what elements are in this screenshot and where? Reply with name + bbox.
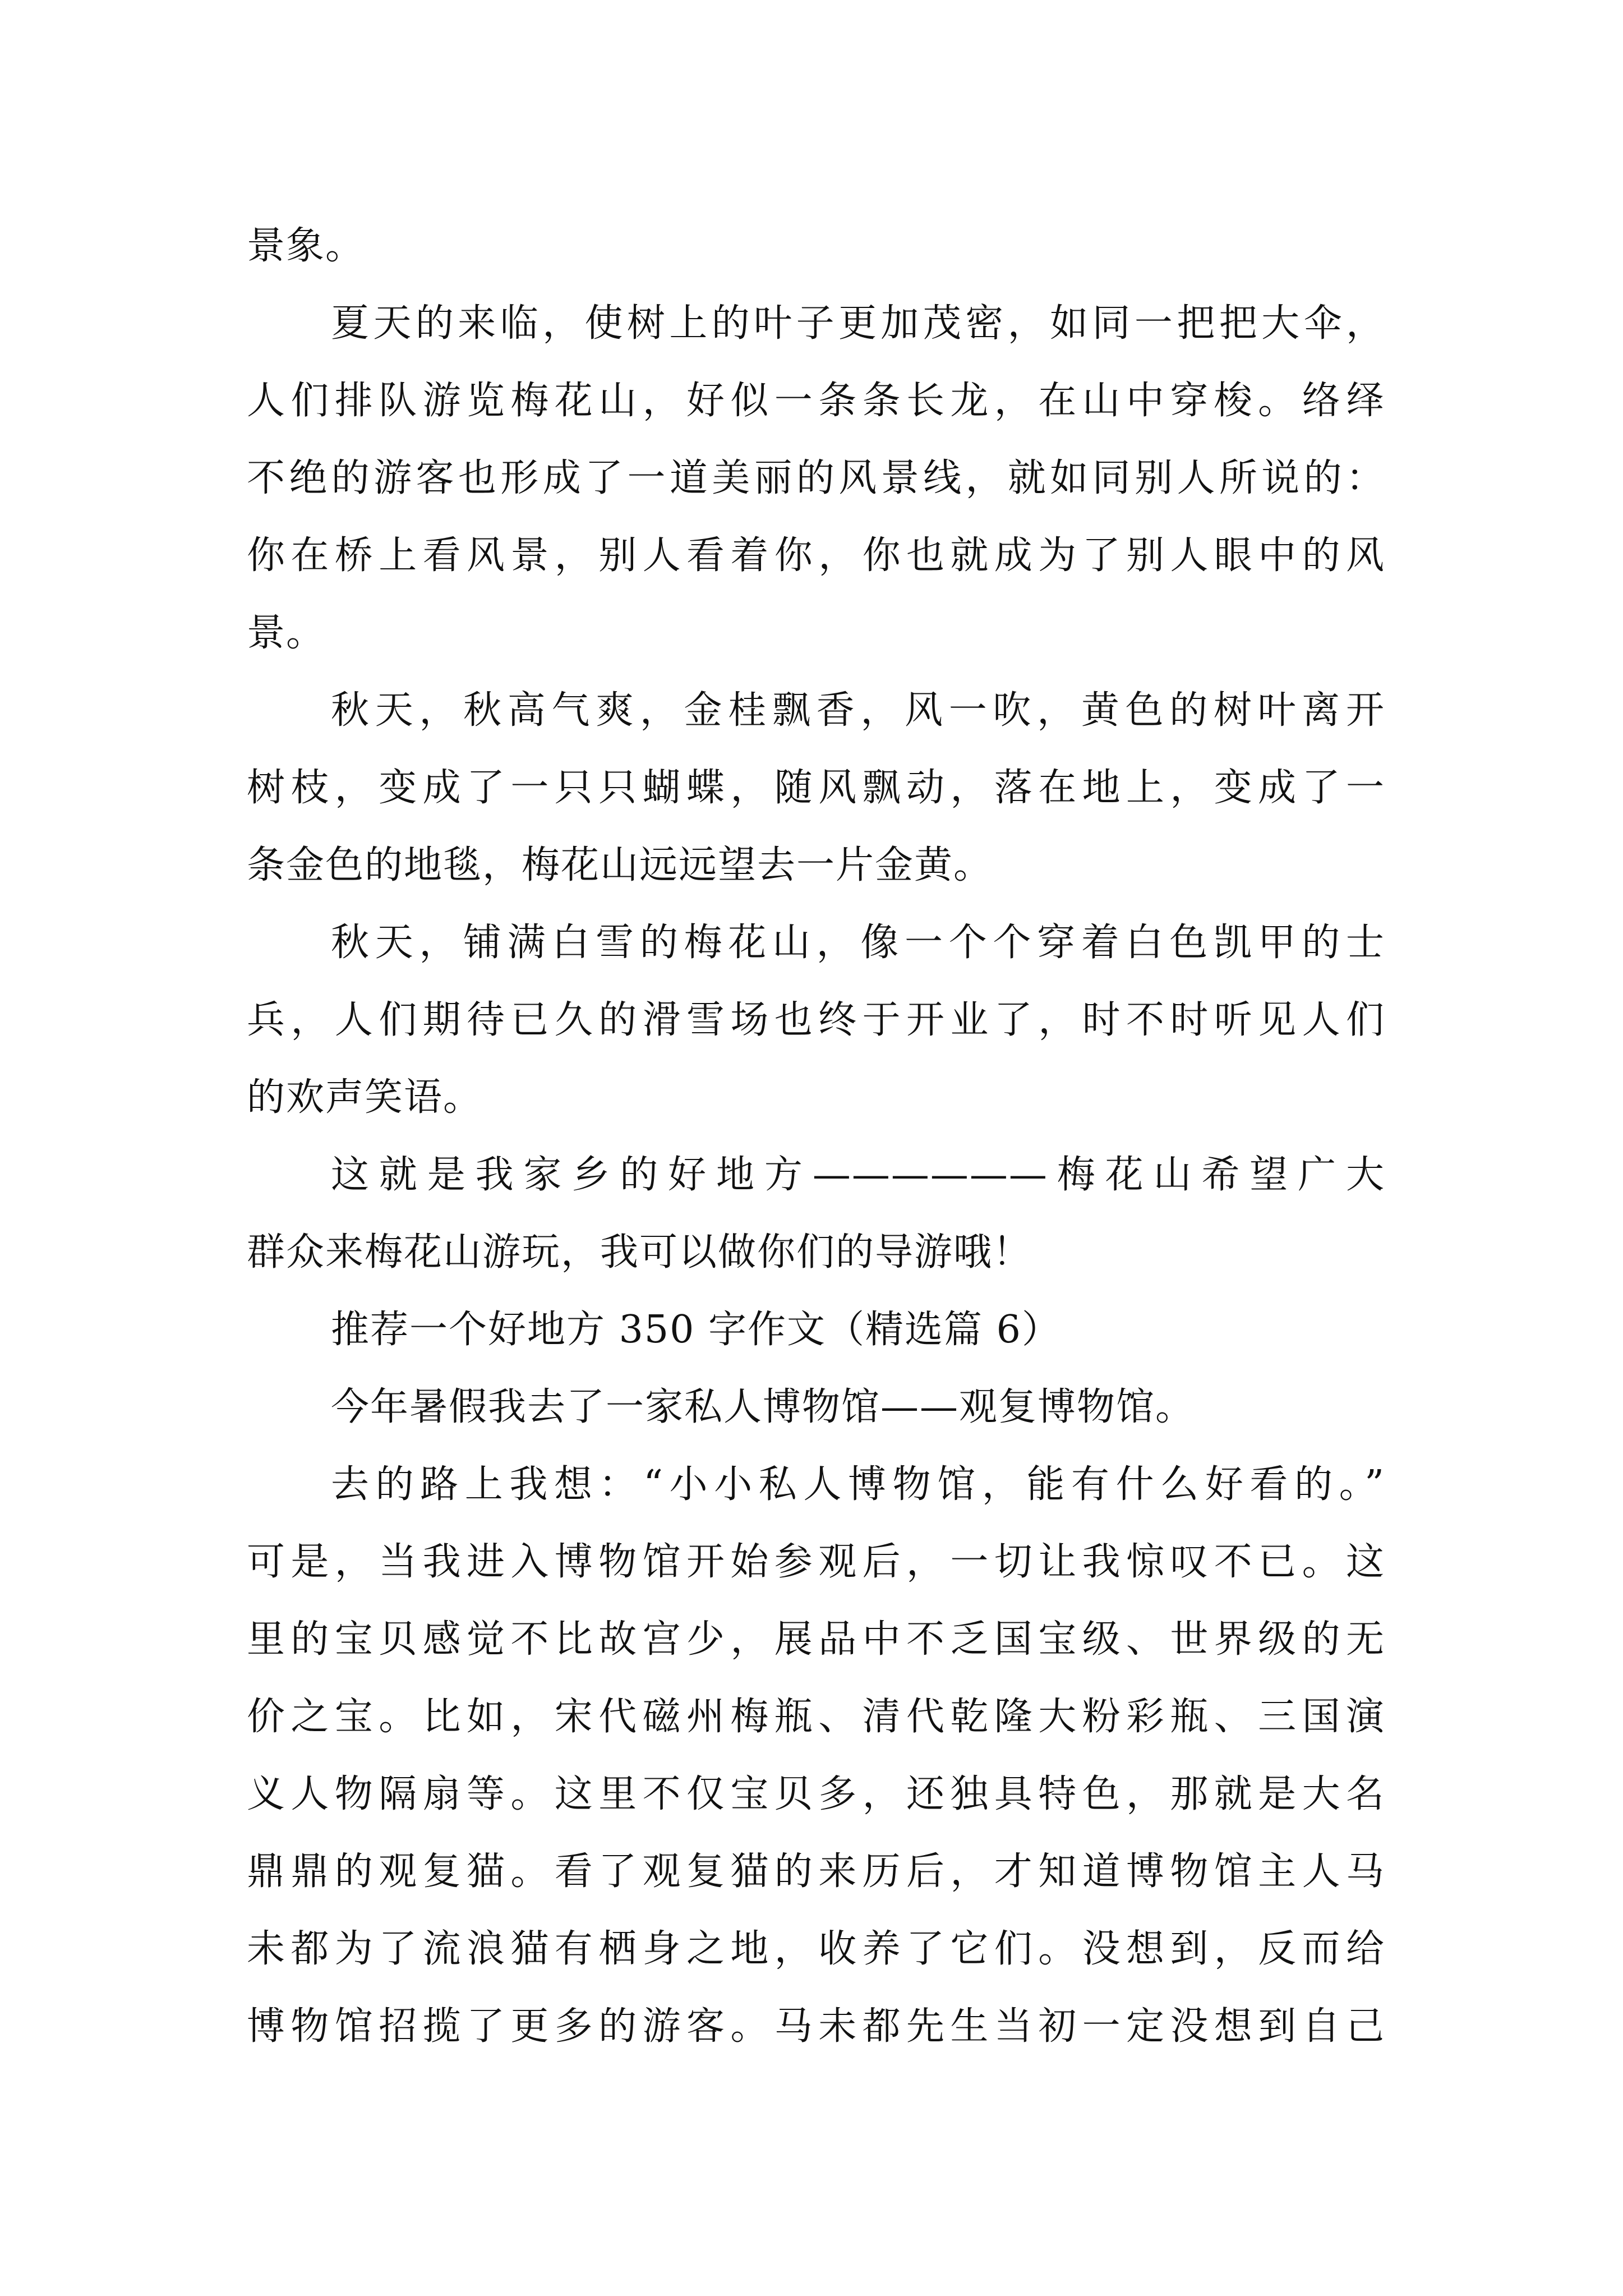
text-line: 的欢声笑语。 [247, 1075, 483, 1120]
text-line: 可是，当我进入博物馆开始参观后，一切让我惊叹不已。这 [247, 1540, 1385, 1584]
text-line: 条金色的地毯，梅花山远远望去一片金黄。 [247, 843, 993, 887]
text-line: 兵，人们期待已久的滑雪场也终于开业了，时不时听见人们 [247, 998, 1385, 1042]
paragraph-start-line: 去的路上我想：“小小私人博物馆，能有什么好看的。” [331, 1462, 1385, 1507]
text-line: 未都为了流浪猫有栖身之地，收养了它们。没想到，反而给 [247, 1927, 1385, 1971]
text-line: 义人物隔扇等。这里不仅宝贝多，还独具特色，那就是大名 [247, 1772, 1385, 1816]
paragraph-start-line: 秋天，秋高气爽，金桂飘香，风一吹，黄色的树叶离开 [331, 688, 1385, 733]
text-line: 鼎鼎的观复猫。看了观复猫的来历后，才知道博物馆主人马 [247, 1849, 1385, 1894]
paragraph-start-line: 今年暑假我去了一家私人博物馆——观复博物馆。 [331, 1385, 1195, 1429]
document-body [247, 208, 1385, 2065]
text-line: 树枝，变成了一只只蝴蝶，随风飘动，落在地上，变成了一 [247, 766, 1385, 810]
text-line: 不绝的游客也形成了一道美丽的风景线，就如同别人所说的： [247, 456, 1385, 500]
text-line: 景象。 [247, 224, 365, 268]
paragraph-start-line: 秋天，铺满白雪的梅花山，像一个个穿着白色凯甲的士 [331, 921, 1385, 965]
text-line: 里的宝贝感觉不比故宫少，展品中不乏国宝级、世界级的无 [247, 1617, 1385, 1662]
text-line: 博物馆招揽了更多的游客。马未都先生当初一定没想到自己 [247, 2004, 1385, 2049]
text-line: 景。 [247, 611, 326, 655]
text-line: 价之宝。比如，宋代磁州梅瓶、清代乾隆大粉彩瓶、三国演 [247, 1695, 1385, 1739]
paragraph-start-line: 这就是我家乡的好地方——————梅花山希望广大 [331, 1153, 1385, 1197]
text-line: 群众来梅花山游玩，我可以做你们的导游哦！ [247, 1230, 1032, 1274]
text-line: 你在桥上看风景，别人看着你，你也就成为了别人眼中的风 [247, 533, 1385, 578]
paragraph-start-line: 夏天的来临，使树上的叶子更加茂密，如同一把把大伞， [331, 301, 1385, 346]
section-heading: 推荐一个好地方 350 字作文（精选篇 6） [331, 1308, 1061, 1352]
text-line: 人们排队游览梅花山，好似一条条长龙，在山中穿梭。络绎 [247, 379, 1385, 423]
